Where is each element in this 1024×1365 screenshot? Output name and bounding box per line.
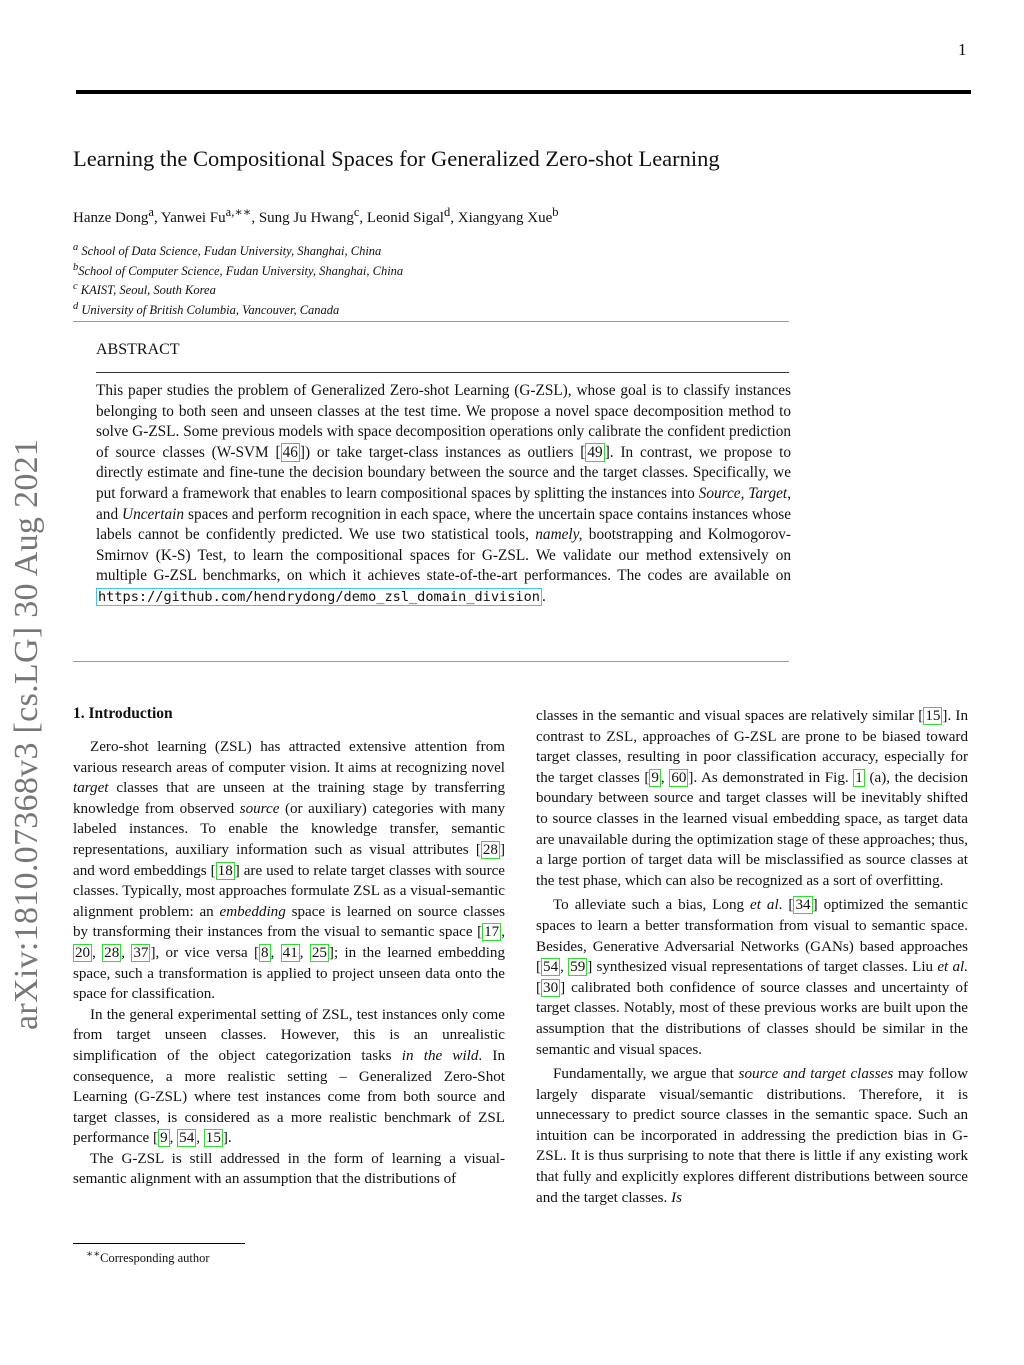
citation-link[interactable]: 54: [179, 1130, 195, 1147]
citation-link[interactable]: 28: [482, 841, 498, 858]
citation-link[interactable]: 15: [925, 708, 941, 724]
citation-link[interactable]: 18: [217, 862, 233, 879]
footnote-rule: [73, 1243, 245, 1244]
citation-link[interactable]: 15: [205, 1130, 221, 1147]
paragraph: Zero-shot learning (ZSL) has attracted extensive attention from various research areas of computer vision. It aims at recognizing novel target classes that are unseen at the training stage by transferring knowledge from observed source (or auxiliary) categories with many labeled instances. To enable the knowledge transfer, semantic representations, auxiliary information such as visual attributes [ 28 ] and word embeddings [ 18 ] are used to relate target classes with source classes. Typically, most approaches formulate ZSL as a visual-semantic alignment problem: an embedding space is learned on source classes by transforming their instances from the visual to semantic space [ 17 , 20 , 28 , 37 ], or vice versa [ 8 , 41 , 25 ]; in the learned embedding space, such a transformation is applied to project unseen data onto the space for classification.: [73, 739, 506, 1003]
footnote: ∗∗Corresponding author: [86, 1249, 210, 1266]
citation-link[interactable]: 60: [671, 769, 687, 786]
header-rule: [76, 90, 971, 94]
code-url-link[interactable]: https://github.com/hendrydong/demo_zsl_domain_division: [98, 588, 540, 605]
author-mark: a,∗∗: [225, 205, 252, 219]
citation-link[interactable]: 49: [587, 443, 603, 461]
author-mark: a: [148, 205, 154, 219]
right-column: [536, 706, 968, 1208]
arxiv-stamp: arXiv:1810.07368v3 [cs.LG] 30 Aug 2021: [8, 438, 45, 1030]
divider: [73, 321, 789, 322]
citation-link[interactable]: 54: [543, 959, 559, 976]
author: Sung Ju Hwang: [258, 210, 354, 226]
citation-link[interactable]: 9: [160, 1130, 168, 1147]
divider: [96, 372, 789, 373]
figure-link[interactable]: 1: [855, 769, 863, 786]
author: Yanwei Fu: [160, 210, 226, 226]
citation-link[interactable]: 28: [104, 944, 120, 961]
citation-link[interactable]: 30: [543, 979, 559, 996]
citation-link[interactable]: 46: [282, 443, 298, 461]
left-column: [73, 737, 505, 1190]
citation-link[interactable]: 9: [651, 769, 659, 786]
paragraph: In the general experimental setting of ZSL, test instances only come from target unseen classes. However, this is an unrealistic simplification of the object categorization tasks in the wild. In consequence, a more realistic setting – Generalized Zero-Shot Learning (G-ZSL) where test instances come from both source and target classes, is considered as a more realistic benchmark of ZSL performance [ 9 , 54 , 15 ].: [73, 1006, 505, 1147]
citation-link[interactable]: 20: [75, 944, 91, 961]
citation-link[interactable]: 25: [311, 944, 327, 961]
abstract-heading: ABSTRACT: [96, 341, 180, 358]
citation-link[interactable]: 41: [282, 944, 298, 961]
author: Hanze Dong: [73, 210, 149, 226]
citation-link[interactable]: 34: [795, 897, 811, 914]
author-mark: c: [353, 205, 360, 219]
author-list: Hanze Dong$^a$, Yanwei $Fu^{a,∗∗}$, Sung Ju Hwang$^c$, Leonid Sigal$^d$, Xiangyang Xue$^b$: [73, 205, 559, 226]
page-number: 1: [958, 40, 967, 59]
citation-link[interactable]: 17: [484, 924, 500, 941]
author: Leonid Sigal: [366, 210, 444, 226]
paragraph: The G-ZSL is still addressed in the form of learning a visual-semantic alignment with an assumption that the distributions of: [73, 1150, 505, 1188]
author: Xiangyang Xue: [457, 210, 553, 226]
affiliation: $^b$School of Computer Science, Fudan University, Shanghai, China: [73, 261, 404, 278]
abstract-body: This paper studies the problem of Generalized Zero-shot Learning (G-ZSL), whose goal is to classify instances belonging to both seen and unseen classes at the test time. We propose a novel space decomposition method to solve G-ZSL. Some previous models with space decomposition operations only calibrate the confident prediction of source classes (W-SVM [ 46 ]) or take target-class instances as outliers [ 49 ]. In contrast, we propose to directly estimate and fine-tune the decision boundary between the source and the target classes. Specifically, we put forward a framework that enables to learn compositional spaces by splitting the instances into Source, Target, and Uncertain spaces and perform recognition in each space, where the uncertain space contains instances whose labels cannot be confidently predicted. We use two statistical tools, namely, bootstrapping and Kolmogorov-Smirnov (K-S) Test, to learn the compositional spaces for G-ZSL. We validate our method extensively on multiple G-ZSL benchmarks, on which it achieves state-of-the-art performances. The codes are available on https://github.com/hendrydong/demo_zsl_domain_division .: [96, 382, 792, 605]
paragraph: classes in the semantic and visual spaces are relatively similar [ 15 ]. In contrast to ZSL, approaches of G-ZSL are prone to be biased toward target classes, resulting in poor classification accuracy, especially for the target classes [ 9 , 60 ]. As demonstrated in Fig. 1 (a), the decision boundary between source and target classes will be inevitably shifted to source classes in the learned visual embedding space, as target data are unavailable during the optimization stage of these approaches; thus, a large portion of target data will be misclassified as source classes at the test phase, which can also be recognized as a sort of overfitting.: [536, 708, 969, 889]
divider: [73, 661, 789, 662]
paper-title: Learning the Compositional Spaces for Generalized Zero-shot Learning: [73, 146, 720, 171]
citation-link[interactable]: 37: [133, 944, 149, 961]
paragraph: Fundamentally, we argue that source and target classes may follow largely disparate visual/semantic distributions. Therefore, it is unnecessary to predict source classes in the semantic space. Such an intuition can be incorporated in addressing the prediction bias in G-ZSL. It is thus surprising to note that there is little if any existing work that fully and explicitly explores different distributions between source and the target classes. Is: [536, 1066, 968, 1206]
author-mark: b: [552, 205, 559, 219]
affiliation: $^d$ University of British Columbia, Vancouver, Canada: [73, 300, 340, 318]
author-mark: d: [443, 205, 451, 219]
paragraph: To alleviate such a bias, Long et al. [ 34 ] optimized the semantic spaces to learn a better transformation from visual to semantic space. Besides, Generative Adversarial Networks (GANs) based approaches [ 54 , 59 ] synthesized visual representations of target classes. Liu et al. [ 30 ] calibrated both confidence of source classes and uncertainty of target classes. Notably, most of these previous works are built upon the assumption that the distributions of classes should be similar in the semantic and visual spaces.: [536, 897, 968, 1058]
citation-link[interactable]: 8: [261, 944, 269, 961]
section-heading: 1. Introduction: [73, 705, 173, 722]
affiliation: $^a$ School of Data Science, Fudan University, Shanghai, China: [73, 242, 382, 259]
affiliation: $^c$ KAIST, Seoul, South Korea: [73, 281, 216, 298]
affiliations: [73, 240, 403, 319]
citation-link[interactable]: 59: [570, 959, 586, 976]
